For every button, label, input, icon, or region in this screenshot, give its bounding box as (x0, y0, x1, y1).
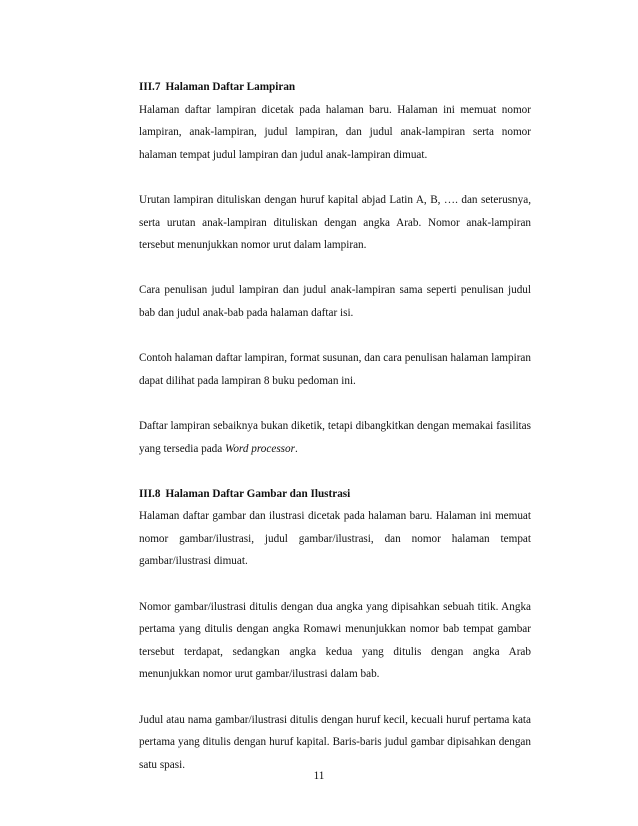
paragraph-end: . (294, 442, 298, 455)
section-number: III.7 (139, 81, 161, 93)
paragraph: Halaman daftar gambar dan ilustrasi dicetak pada halaman baru. Halaman ini memuat nomor gambar/ilustrasi, judul gambar/ilustrasi, dan nomor halaman tempat gambar/ilustrasi dimuat. (139, 510, 531, 568)
paragraph-word-processor (139, 415, 531, 460)
section-number: III.8 (139, 487, 161, 500)
page-number: 11 (313, 770, 325, 782)
italic-term: Word processor (225, 442, 295, 455)
paragraph: Cara penulisan judul lampiran dan judul anak-lampiran sama seperti penulisan judul bab dan judul anak-bab pada halaman daftar isi. (139, 284, 531, 319)
paragraph: Urutan lampiran dituliskan dengan huruf kapital abjad Latin A, B, …. dan seterusnya, serta urutan anak-lampiran dituliskan dengan angka Arab. Nomor anak-lampiran tersebut menunjukkan nomor urut dalam lampiran. (139, 193, 531, 252)
section-title: Halaman Daftar Gambar dan Ilustrasi (165, 487, 351, 500)
paragraph: Nomor gambar/ilustrasi ditulis dengan dua angka yang dipisahkan sebuah titik. Angka pertama yang ditulis dengan angka Romawi menunjukkan nomor bab tempat gambar tersebut terdapat, sedangkan angka kedua yang ditulis dengan angka Arab menunjukkan nomor urut gambar/ilustrasi dalam bab. (139, 600, 531, 681)
paragraph: Contoh halaman daftar lampiran, format susunan, dan cara penulisan halaman lampiran dapat dilihat pada lampiran 8 buku pedoman ini. (139, 352, 531, 387)
section-title: Halaman Daftar Lampiran (165, 81, 296, 93)
paragraph: Halaman daftar lampiran dicetak pada halaman baru. Halaman ini memuat nomor lampiran, anak-lampiran, judul lampiran, dan judul anak-lampiran serta nomor halaman tempat judul lampiran dan judul anak-lampiran dimuat. (139, 103, 531, 161)
paragraph: Judul atau nama gambar/ilustrasi ditulis dengan huruf kecil, kecuali huruf pertama kata pertama yang ditulis dengan huruf kapital. Baris-baris judul gambar dipisahkan dengan satu spasi. (139, 713, 531, 771)
page-content (139, 76, 531, 776)
paragraph-text: Daftar lampiran sebaiknya bukan diketik, tetapi dibangkitkan dengan memakai fasilitas yang tersedia pada (139, 419, 531, 455)
section-heading-iii-7 (139, 76, 531, 99)
section-heading-iii-8 (139, 483, 531, 506)
